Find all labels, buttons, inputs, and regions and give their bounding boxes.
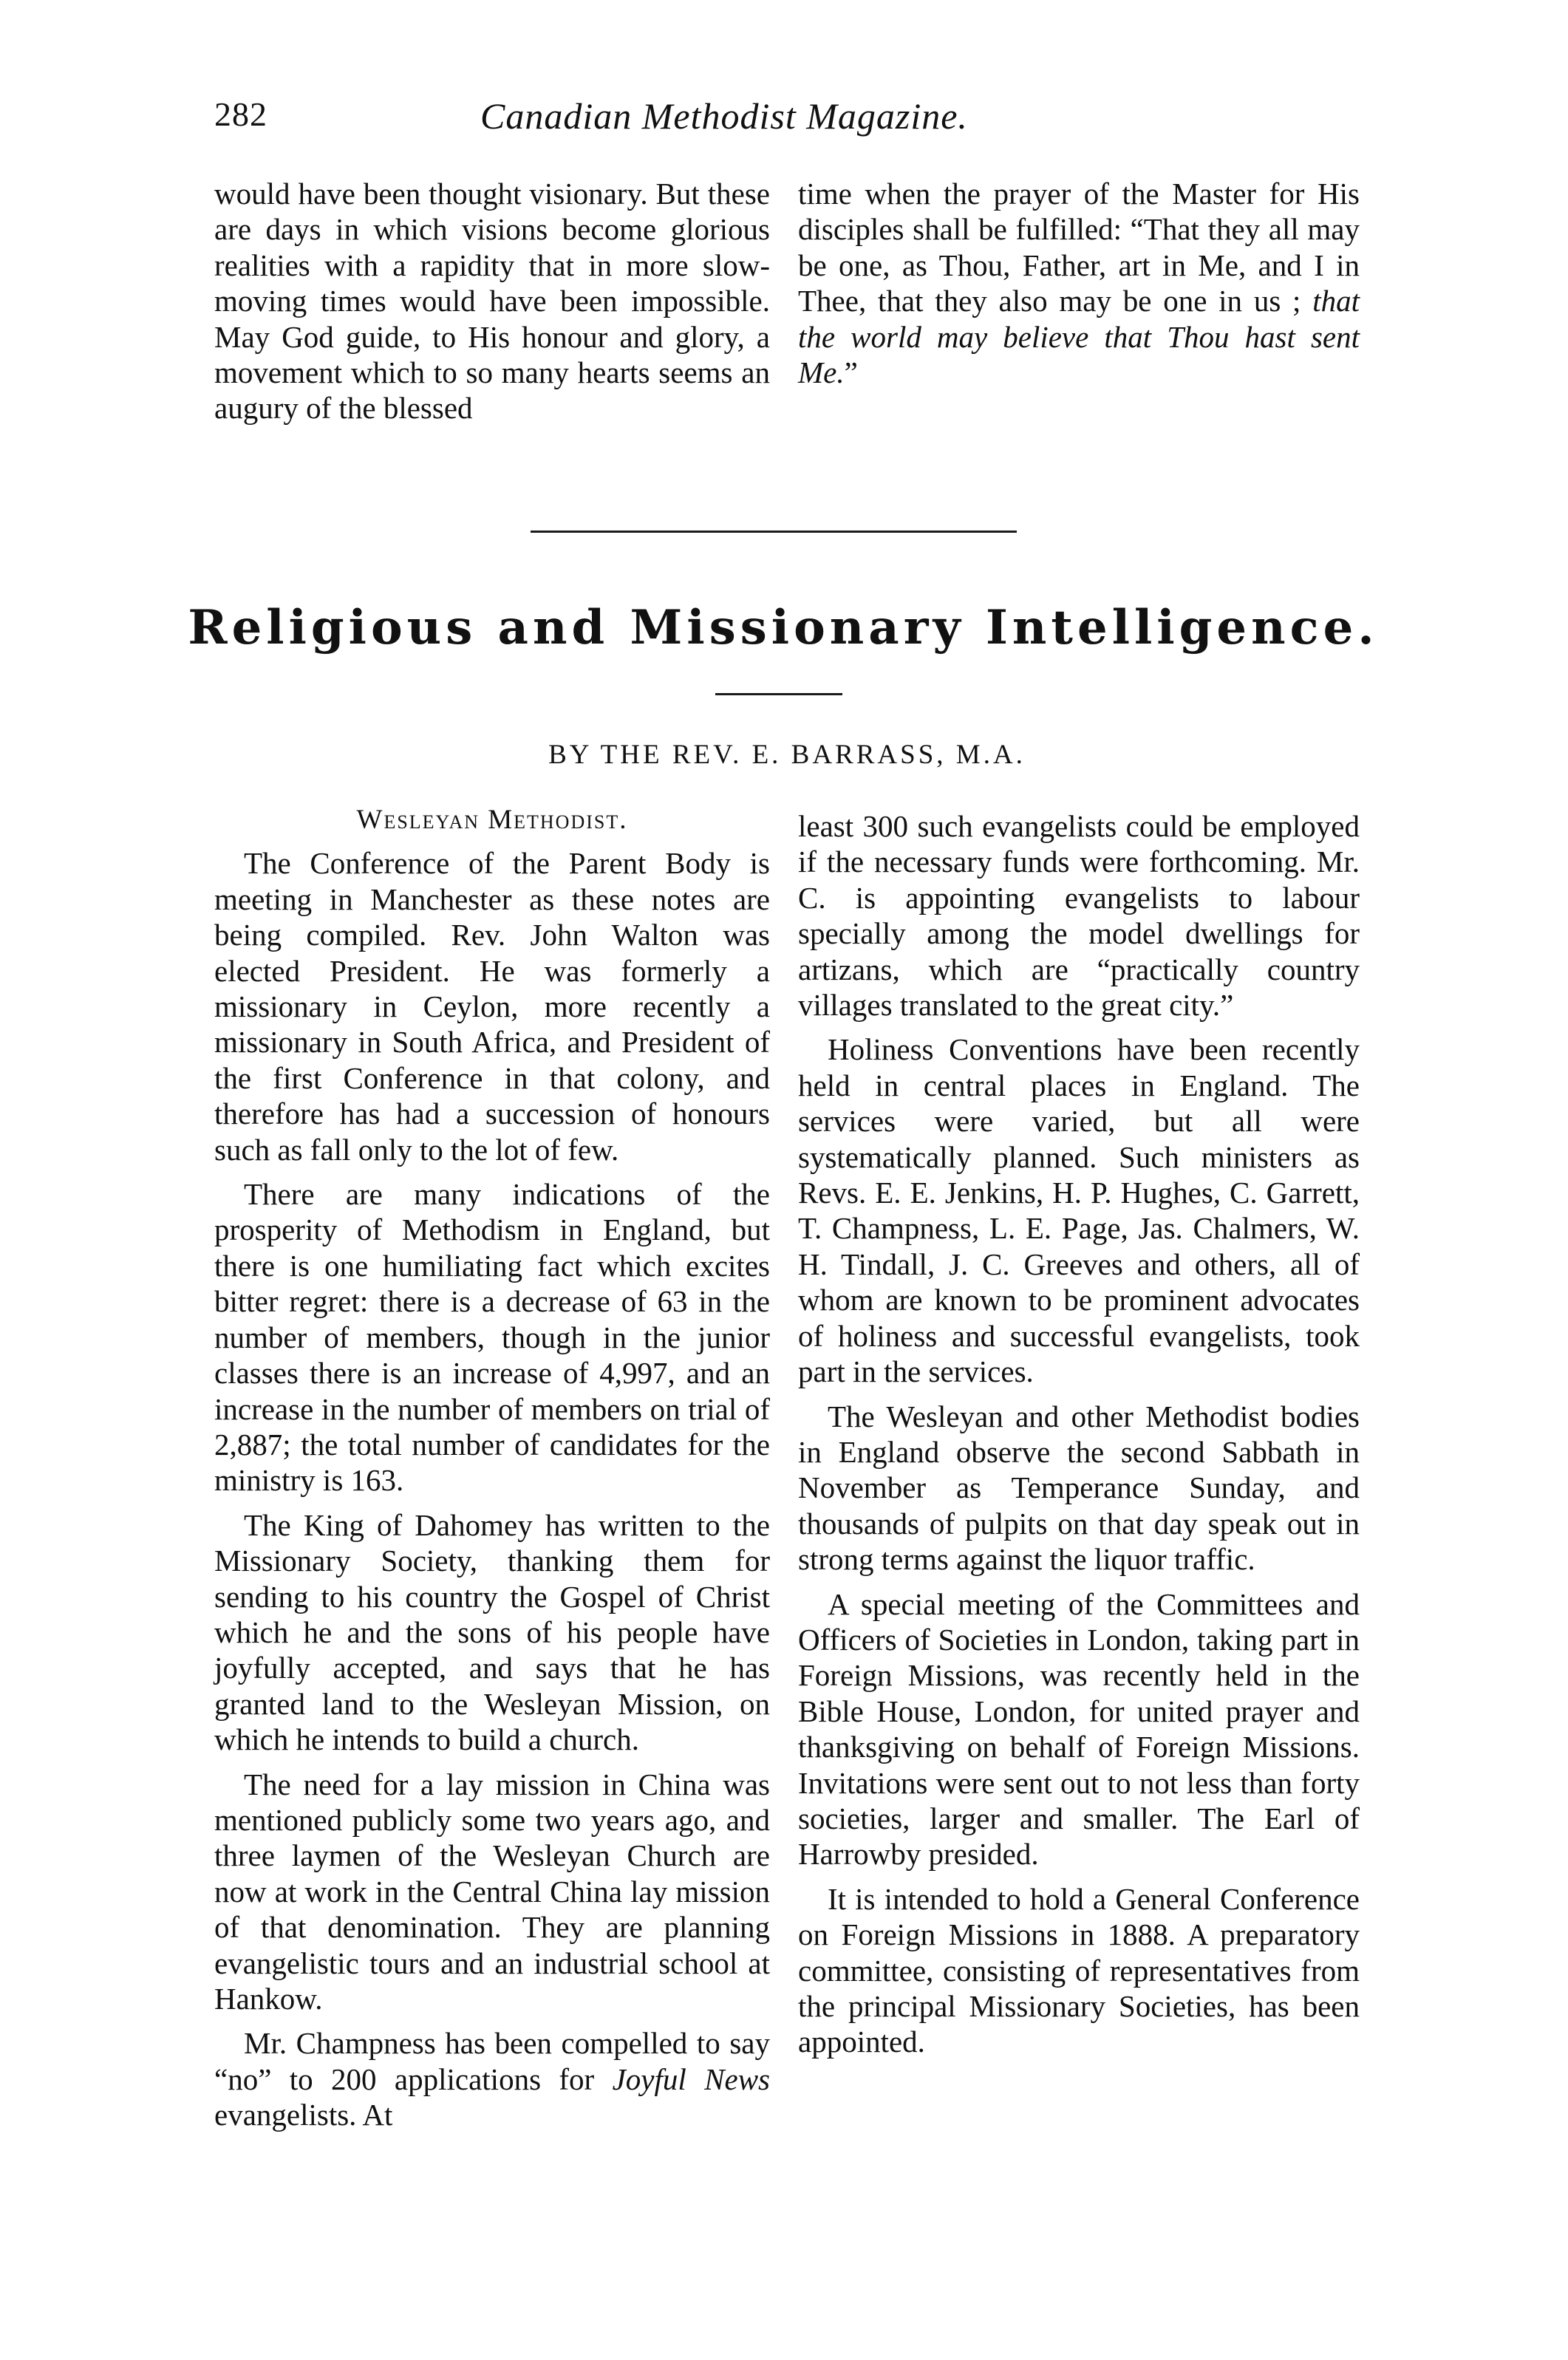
italic-quote: that the world may believe that Thou hast sent Me. [798,284,1360,390]
main-right-column [798,808,1360,2069]
subheading: Wesleyan Methodist. [356,805,628,835]
section-divider [531,531,1017,533]
top-right-column [798,176,1360,399]
paragraph: would have been thought visionary. But these are days in which visions become glorious realities with a rapidity that in more slow-moving times would have been impossible. May God guide, to His honour and glory, a movement which to so many hearts seems an augury of the blessed [214,177,770,426]
top-left-column [214,176,770,435]
paragraph: Holiness Conventions have been recently held in central places in England. The services were varied, but all were systematically planned. Such ministers as Revs. E. E. Jenkins, H. P. Hughes, C. Garrett, T. Champness, L. E. Page, Jas. Chalmers, W. H. Tindall, J. C. Greeves and others, all of whom are known to be prominent advocates of holiness and successful evangelists, took part in the services. [798,1032,1360,1389]
section-title: Religious and Missionary Intelligence. [188,600,1379,655]
text-run: evangelists. At [214,2098,393,2132]
title-underline [715,693,842,695]
byline: BY THE REV. E. BARRASS, M.A. [548,740,1026,770]
paragraph [214,2025,770,2132]
main-left-column [214,802,770,2142]
paragraph: The Wesleyan and other Methodist bodies in England observe the second Sabbath in November as Temperance Sunday, and thousands of pulpits on that day speak out in strong terms against the liquor traffic. [798,1399,1360,1577]
paragraph: The King of Dahomey has written to the Missionary Society, thanking them for sending to his country the Gospel of Christ which he and the sons of his people have joyfully accepted, and says that he has granted land to the Wesleyan Mission, on which he intends to build a church. [214,1507,770,1757]
text-run: ” [844,355,858,390]
paragraph: least 300 such evangelists could be employed if the necessary funds were forthcoming. Mr. C. is appointing evangelists to labour specially among the model dwellings for artizans, which are “practically country villages translated to the great city.” [798,809,1360,1023]
paragraph: The Conference of the Parent Body is meeting in Manchester as these notes are being compiled. Rev. John Walton was elected President. He was formerly a missionary in Ceylon, more recently a missionary in South Africa, and President of the first Conference in that colony, and therefore has had a succession of honours such as fall only to the lot of few. [214,846,770,1167]
italic-title: Joyful News [612,2061,770,2096]
page-number: 282 [214,95,267,133]
paragraph: A special meeting of the Committees and Officers of Societies in London, taking part in Foreign Missions, was recently held in the Bible House, London, for united prayer and thanksgiving on behalf of Foreign Missions. Invitations were sent out to not less than forty societies, larger and smaller. The Earl of Harrowby presided. [798,1586,1360,1872]
paragraph [798,176,1360,390]
page-header [214,95,1071,146]
paragraph: It is intended to hold a General Conference on Foreign Missions in 1888. A preparatory committee, consisting of representatives from the principal Missionary Societies, has been appointed. [798,1881,1360,2059]
paragraph: There are many indications of the prosperity of Methodism in England, but there is one humiliating fact which excites bitter regret: there is a decrease of 63 in the number of members, though in the junior classes there is an increase of 4,997, and an increase in the number of members on trial of 2,887; the total number of candidates for the ministry is 163. [214,1177,770,1498]
text-run: Mr. Champness has been compelled to say “no” to 200 applications for [214,2026,770,2096]
text-run: time when the prayer of the Master for His disciples shall be fulfilled: “That they all may be one, as Thou, Father, art in Me, and I in Thee, that they also may be one in us ; [798,177,1360,318]
paragraph: The need for a lay mission in China was mentioned publicly some two years ago, and three laymen of the Wesleyan Church are now at work in the Central China lay mission of that denomination. They are planning evangelistic tours and an industrial school at Hankow. [214,1767,770,2016]
running-title: Canadian Methodist Magazine. [480,95,968,137]
